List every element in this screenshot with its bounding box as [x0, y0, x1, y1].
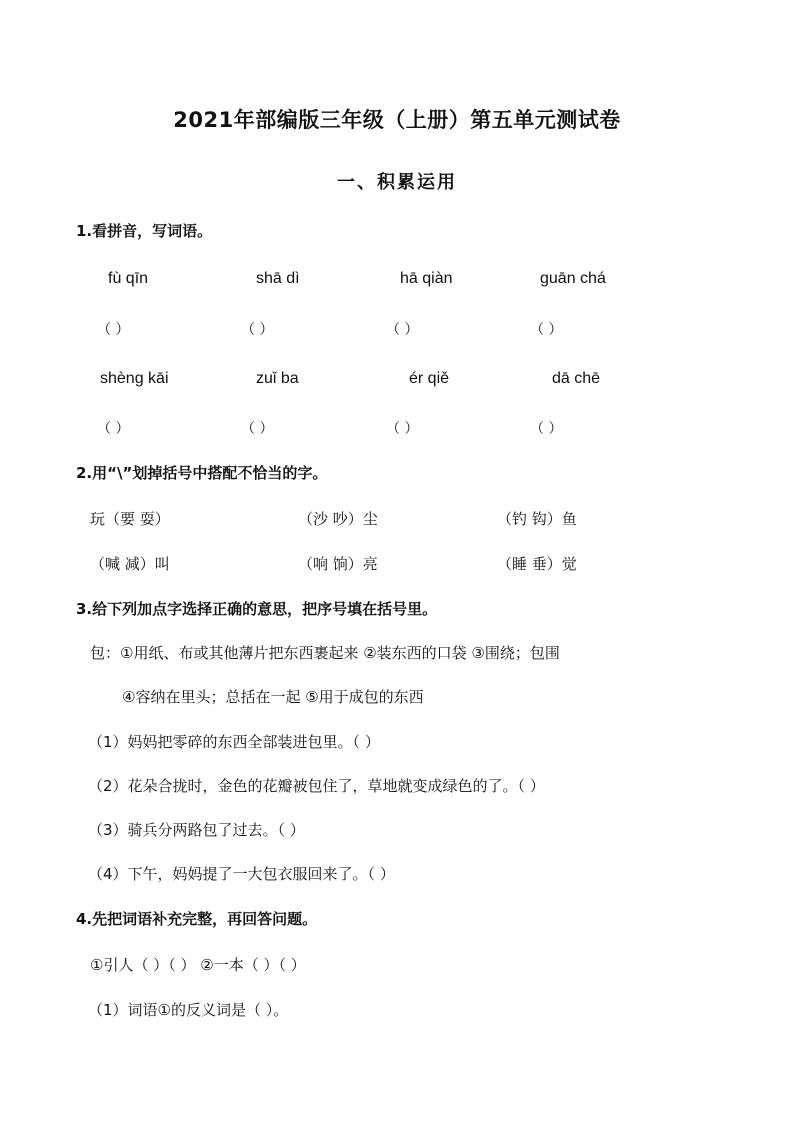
word-choice-item: （睡 垂）觉: [497, 555, 577, 573]
pinyin-shengkai: shèng kāi: [100, 370, 169, 387]
answer-blank[interactable]: （ ）: [386, 322, 419, 338]
answer-blank[interactable]: （ ）: [530, 322, 563, 338]
word-choice-item: 玩（要 耍）: [90, 510, 170, 528]
word-choice-item: （响 饷）亮: [298, 555, 378, 573]
pinyin-fuqin: fù qīn: [108, 270, 149, 287]
question-3-heading: 3.给下列加点字选择正确的意思，把序号填在括号里。: [76, 600, 438, 618]
answer-blank[interactable]: （ ）: [241, 421, 274, 437]
word-choice-item: （沙 吵）尘: [298, 510, 378, 528]
word-choice-item: （喊 减）叫: [90, 555, 170, 573]
question-4-heading: 4.先把词语补充完整，再回答问题。: [76, 910, 318, 928]
question-2-heading: 2.用“\”划掉括号中搭配不恰当的字。: [76, 464, 328, 482]
idiom-fill-line: ①引人（ ）（ ） ②一本（ ）（ ）: [90, 956, 306, 974]
definition-line: 包：①用纸、布或其他薄片把东西裹起来 ②装东西的口袋 ③围绕；包围: [90, 644, 560, 662]
sentence-item: （4）下午，妈妈提了一大包衣服回来了。（ ）: [88, 865, 395, 883]
pinyin-zuiba: zuǐ ba: [256, 370, 299, 387]
pinyin-haqian: hā qiàn: [400, 270, 453, 287]
answer-blank[interactable]: （ ）: [241, 322, 274, 338]
answer-blank[interactable]: （ ）: [97, 421, 130, 437]
sentence-item: （3）骑兵分两路包了过去。（ ）: [88, 821, 305, 839]
pinyin-dache: dā chē: [552, 370, 601, 387]
section-heading: 一、积累运用: [337, 172, 457, 193]
answer-blank[interactable]: （ ）: [97, 322, 130, 338]
sub-question: （1）词语①的反义词是（ ）。: [88, 1001, 289, 1019]
question-1-heading: 1.看拼音，写词语。: [76, 222, 213, 240]
sentence-item: （2）花朵合拢时，金色的花瓣被包住了，草地就变成绿色的了。（ ）: [88, 777, 545, 795]
answer-blank[interactable]: （ ）: [386, 421, 419, 437]
definition-line: ④容纳在里头；总括在一起 ⑤用于成包的东西: [122, 688, 424, 706]
answer-blank[interactable]: （ ）: [530, 421, 563, 437]
pinyin-guancha: guān chá: [540, 270, 606, 287]
pinyin-shadi: shā dì: [256, 270, 300, 287]
sentence-item: （1）妈妈把零碎的东西全部装进包里。（ ）: [88, 733, 380, 751]
word-choice-item: （钓 钩）鱼: [497, 510, 577, 528]
page-title: 2021年部编版三年级（上册）第五单元测试卷: [173, 108, 621, 132]
pinyin-erqie: ér qiě: [409, 370, 450, 387]
